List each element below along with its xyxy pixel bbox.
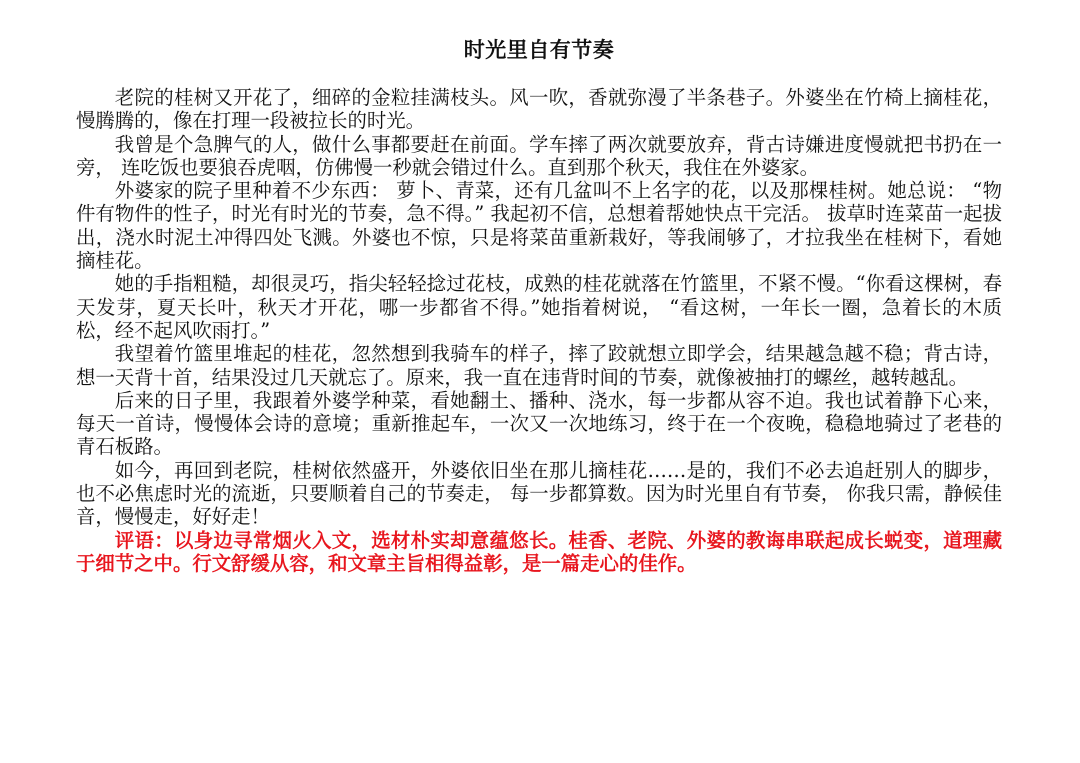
- essay-paragraph: 如今，再回到老院，桂树依然盛开，外婆依旧坐在那儿摘桂花……是的，我们不必去追赶别人的脚步，也不必焦虑时光的流逝，只要顺着自己的节奏走， 每一步都算数。因为时光里自有节奏， 你我只需，静候佳音，慢慢走，好好走！: [76, 458, 1002, 529]
- essay-title: 时光里自有节奏: [463, 37, 615, 62]
- essay-paragraph: 后来的日子里，我跟着外婆学种菜，看她翻土、播种、浇水，每一步都从容不迫。我也试着静下心来，每天一首诗，慢慢体会诗的意境；重新推起车，一次又一次地练习，终于在一个夜晚，稳稳地骑过了老巷的青石板路。: [76, 388, 1002, 459]
- essay-paragraph: 她的手指粗糙，却很灵巧，指尖轻轻捻过花枝，成熟的桂花就落在竹篮里，不紧不慢。“你看这棵树，春天发芽，夏天长叶，秋天才开花，哪一步都省不得。”她指着树说， “看这树，一年长一圈，急着长的木质松，经不起风吹雨打。”: [76, 272, 1002, 342]
- teacher-comment: 评语：以身边寻常烟火入文，选材朴实却意蕴悠长。桂香、老院、外婆的教诲串联起成长蜕变，道理藏于细节之中。行文舒缓从容，和文章主旨相得益彰，是一篇走心的佳作。: [76, 528, 1002, 575]
- essay-paragraph: 我望着竹篮里堆起的桂花，忽然想到我骑车的样子，摔了跤就想立即学会，结果越急越不稳；背古诗，想一天背十首，结果没过几天就忘了。原来，我一直在违背时间的节奏，就像被抽打的螺丝，越转越乱。: [76, 342, 1002, 389]
- essay-paragraph: 我曾是个急脾气的人，做什么事都要赶在前面。学车摔了两次就要放弃，背古诗嫌进度慢就把书扔在一旁， 连吃饭也要狼吞虎咽，仿佛慢一秒就会错过什么。直到那个秋天，我住在外婆家。: [76, 132, 1002, 179]
- essay-paragraph: 老院的桂树又开花了，细碎的金粒挂满枝头。风一吹，香就弥漫了半条巷子。外婆坐在竹椅上摘桂花， 慢腾腾的，像在打理一段被拉长的时光。: [76, 86, 1002, 133]
- essay-page: [76, 36, 1002, 575]
- essay-paragraph: 外婆家的院子里种着不少东西： 萝卜、青菜，还有几盆叫不上名字的花，以及那棵桂树。她总说： “物件有物件的性子，时光有时光的节奏，急不得。” 我起初不信，总想着帮她快点干完活。 拔草时连菜苗一起拔出，浇水时泥土冲得四处飞溅。外婆也不惊，只是将菜苗重新栽好，等我闹够了，才拉我坐在桂树下，看她摘桂花。: [76, 179, 1002, 273]
- essay-body: [76, 86, 1002, 529]
